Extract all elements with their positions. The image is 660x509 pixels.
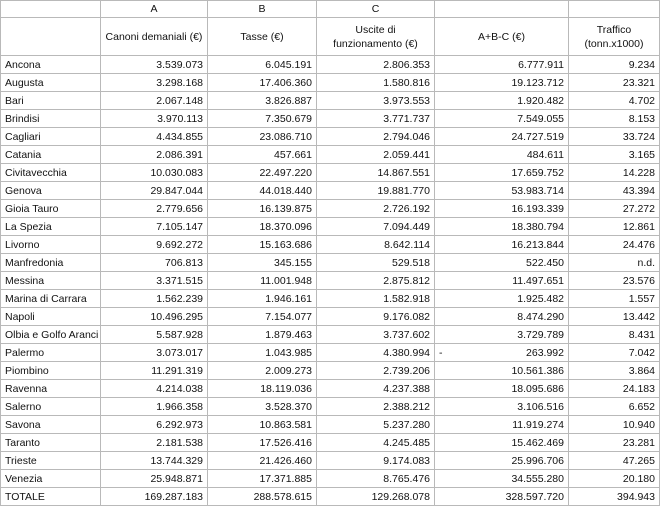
traffico-cell: 24.476 — [569, 236, 660, 254]
uscite-cell: 14.867.551 — [317, 164, 435, 182]
traffico-cell: 10.940 — [569, 416, 660, 434]
table-row — [1, 380, 660, 398]
tasse-cell: 457.661 — [208, 146, 317, 164]
table-row — [1, 254, 660, 272]
abc-cell: 18.095.686 — [435, 380, 569, 398]
traffico-cell: 43.394 — [569, 182, 660, 200]
tasse-cell: 22.497.220 — [208, 164, 317, 182]
column-letter-b: B — [208, 1, 317, 18]
tasse-cell: 7.154.077 — [208, 308, 317, 326]
tasse-cell: 11.001.948 — [208, 272, 317, 290]
table-row — [1, 200, 660, 218]
tasse-cell: 1.879.463 — [208, 326, 317, 344]
abc-cell — [435, 344, 569, 362]
traffico-cell: 7.042 — [569, 344, 660, 362]
canoni-cell: 29.847.044 — [101, 182, 208, 200]
traffico-cell: 1.557 — [569, 290, 660, 308]
table-row — [1, 434, 660, 452]
column-letter-a: A — [101, 1, 208, 18]
column-letter-c: C — [317, 1, 435, 18]
canoni-cell: 3.539.073 — [101, 56, 208, 74]
traffico-cell: 6.652 — [569, 398, 660, 416]
header-tasse: Tasse (€) — [208, 18, 317, 56]
abc-cell: 1.925.482 — [435, 290, 569, 308]
abc-cell: 17.659.752 — [435, 164, 569, 182]
abc-cell: 16.193.339 — [435, 200, 569, 218]
canoni-cell: 6.292.973 — [101, 416, 208, 434]
abc-cell: 15.462.469 — [435, 434, 569, 452]
traffico-cell: 8.431 — [569, 326, 660, 344]
port-name-cell: Savona — [1, 416, 101, 434]
table-row — [1, 128, 660, 146]
abc-cell: 19.123.712 — [435, 74, 569, 92]
canoni-cell: 3.371.515 — [101, 272, 208, 290]
table-row — [1, 146, 660, 164]
traffico-cell: 394.943 — [569, 488, 660, 506]
table-row — [1, 272, 660, 290]
uscite-cell: 129.268.078 — [317, 488, 435, 506]
abc-cell: 18.380.794 — [435, 218, 569, 236]
abc-cell: 1.920.482 — [435, 92, 569, 110]
traffico-cell: 23.281 — [569, 434, 660, 452]
tasse-cell: 21.426.460 — [208, 452, 317, 470]
traffico-cell: 3.165 — [569, 146, 660, 164]
port-name-cell: Cagliari — [1, 128, 101, 146]
traffico-cell: 12.861 — [569, 218, 660, 236]
traffico-cell: 23.321 — [569, 74, 660, 92]
port-name-cell: Palermo — [1, 344, 101, 362]
table-row — [1, 290, 660, 308]
traffico-cell: 13.442 — [569, 308, 660, 326]
table-row — [1, 182, 660, 200]
minus-sign: - — [439, 346, 443, 359]
abc-cell: 328.597.720 — [435, 488, 569, 506]
abc-cell: 484.611 — [435, 146, 569, 164]
tasse-cell: 1.946.161 — [208, 290, 317, 308]
uscite-cell: 4.245.485 — [317, 434, 435, 452]
port-name-cell: Messina — [1, 272, 101, 290]
traffico-cell: 27.272 — [569, 200, 660, 218]
canoni-cell: 10.030.083 — [101, 164, 208, 182]
traffico-cell: 8.153 — [569, 110, 660, 128]
table-row — [1, 218, 660, 236]
canoni-cell: 25.948.871 — [101, 470, 208, 488]
port-name-cell: Augusta — [1, 74, 101, 92]
tasse-cell: 23.086.710 — [208, 128, 317, 146]
tasse-cell: 44.018.440 — [208, 182, 317, 200]
tasse-cell: 2.009.273 — [208, 362, 317, 380]
tasse-cell: 17.406.360 — [208, 74, 317, 92]
table-row — [1, 164, 660, 182]
canoni-cell: 169.287.183 — [101, 488, 208, 506]
tasse-cell: 17.371.885 — [208, 470, 317, 488]
uscite-cell: 1.580.816 — [317, 74, 435, 92]
port-header-cell — [1, 18, 101, 56]
uscite-cell: 9.174.083 — [317, 452, 435, 470]
port-name-cell: Catania — [1, 146, 101, 164]
table-row — [1, 344, 660, 362]
tasse-cell: 18.119.036 — [208, 380, 317, 398]
port-name-cell: Civitavecchia — [1, 164, 101, 182]
port-name-cell: Ancona — [1, 56, 101, 74]
uscite-cell: 529.518 — [317, 254, 435, 272]
uscite-cell: 5.237.280 — [317, 416, 435, 434]
abc-cell: 3.729.789 — [435, 326, 569, 344]
tasse-cell: 17.526.416 — [208, 434, 317, 452]
total-row — [1, 488, 660, 506]
canoni-cell: 1.966.358 — [101, 398, 208, 416]
abc-cell: 8.474.290 — [435, 308, 569, 326]
traffico-cell: 4.702 — [569, 92, 660, 110]
tasse-cell: 18.370.096 — [208, 218, 317, 236]
abc-signed-value — [439, 345, 564, 361]
abc-cell: 11.919.274 — [435, 416, 569, 434]
tasse-cell: 6.045.191 — [208, 56, 317, 74]
uscite-cell: 8.642.114 — [317, 236, 435, 254]
uscite-cell: 4.380.994 — [317, 344, 435, 362]
uscite-cell: 2.739.206 — [317, 362, 435, 380]
table-row — [1, 362, 660, 380]
uscite-cell: 3.973.553 — [317, 92, 435, 110]
tasse-cell: 3.528.370 — [208, 398, 317, 416]
uscite-cell: 2.806.353 — [317, 56, 435, 74]
uscite-cell: 2.794.046 — [317, 128, 435, 146]
uscite-cell: 2.059.441 — [317, 146, 435, 164]
traffico-cell: 3.864 — [569, 362, 660, 380]
traffico-cell: 23.576 — [569, 272, 660, 290]
canoni-cell: 13.744.329 — [101, 452, 208, 470]
canoni-cell: 1.562.239 — [101, 290, 208, 308]
column-header-row — [1, 18, 660, 56]
corner-cell — [1, 1, 101, 18]
uscite-cell: 1.582.918 — [317, 290, 435, 308]
abc-cell: 3.106.516 — [435, 398, 569, 416]
tasse-cell: 288.578.615 — [208, 488, 317, 506]
table-row — [1, 308, 660, 326]
abc-cell: 34.555.280 — [435, 470, 569, 488]
uscite-cell: 9.176.082 — [317, 308, 435, 326]
canoni-cell: 3.970.113 — [101, 110, 208, 128]
abc-value: 263.992 — [526, 346, 564, 359]
table-row — [1, 92, 660, 110]
tasse-cell: 3.826.887 — [208, 92, 317, 110]
uscite-cell: 3.737.602 — [317, 326, 435, 344]
canoni-cell: 11.291.319 — [101, 362, 208, 380]
column-letter-blank-traffic — [569, 1, 660, 18]
tasse-cell: 7.350.679 — [208, 110, 317, 128]
canoni-cell: 3.298.168 — [101, 74, 208, 92]
header-uscite: Uscite di funzionamento (€) — [317, 18, 435, 56]
table-row — [1, 452, 660, 470]
abc-cell: 53.983.714 — [435, 182, 569, 200]
port-name-cell: Ravenna — [1, 380, 101, 398]
traffico-cell: 9.234 — [569, 56, 660, 74]
tasse-cell: 16.139.875 — [208, 200, 317, 218]
port-name-cell: Olbia e Golfo Aranci — [1, 326, 101, 344]
table-row — [1, 470, 660, 488]
port-name-cell: Manfredonia — [1, 254, 101, 272]
table-body — [1, 56, 660, 506]
uscite-cell: 7.094.449 — [317, 218, 435, 236]
uscite-cell: 2.875.812 — [317, 272, 435, 290]
canoni-cell: 706.813 — [101, 254, 208, 272]
port-name-cell: Trieste — [1, 452, 101, 470]
canoni-cell: 4.214.038 — [101, 380, 208, 398]
canoni-cell: 2.086.391 — [101, 146, 208, 164]
abc-cell: 25.996.706 — [435, 452, 569, 470]
uscite-cell: 2.388.212 — [317, 398, 435, 416]
canoni-cell: 2.181.538 — [101, 434, 208, 452]
traffico-cell: 47.265 — [569, 452, 660, 470]
port-name-cell: Bari — [1, 92, 101, 110]
abc-cell: 24.727.519 — [435, 128, 569, 146]
uscite-cell: 4.237.388 — [317, 380, 435, 398]
canoni-cell: 2.067.148 — [101, 92, 208, 110]
port-name-cell: TOTALE — [1, 488, 101, 506]
port-name-cell: Salerno — [1, 398, 101, 416]
column-letter-blank-abc — [435, 1, 569, 18]
uscite-cell: 3.771.737 — [317, 110, 435, 128]
canoni-cell: 7.105.147 — [101, 218, 208, 236]
canoni-cell: 10.496.295 — [101, 308, 208, 326]
canoni-cell: 3.073.017 — [101, 344, 208, 362]
table-row — [1, 326, 660, 344]
uscite-cell: 8.765.476 — [317, 470, 435, 488]
header-canoni: Canoni demaniali (€) — [101, 18, 208, 56]
tasse-cell: 10.863.581 — [208, 416, 317, 434]
table-row — [1, 416, 660, 434]
tasse-cell: 345.155 — [208, 254, 317, 272]
traffico-cell: n.d. — [569, 254, 660, 272]
traffico-cell: 20.180 — [569, 470, 660, 488]
traffico-cell: 24.183 — [569, 380, 660, 398]
port-name-cell: La Spezia — [1, 218, 101, 236]
port-name-cell: Marina di Carrara — [1, 290, 101, 308]
traffico-cell: 33.724 — [569, 128, 660, 146]
column-letter-row — [1, 1, 660, 18]
uscite-cell: 19.881.770 — [317, 182, 435, 200]
header-abc: A+B-C (€) — [435, 18, 569, 56]
port-name-cell: Piombino — [1, 362, 101, 380]
port-name-cell: Taranto — [1, 434, 101, 452]
port-name-cell: Livorno — [1, 236, 101, 254]
table-row — [1, 56, 660, 74]
table-row — [1, 236, 660, 254]
port-name-cell: Brindisi — [1, 110, 101, 128]
table-row — [1, 398, 660, 416]
port-name-cell: Venezia — [1, 470, 101, 488]
table-row — [1, 110, 660, 128]
canoni-cell: 9.692.272 — [101, 236, 208, 254]
abc-cell: 522.450 — [435, 254, 569, 272]
port-name-cell: Napoli — [1, 308, 101, 326]
abc-cell: 7.549.055 — [435, 110, 569, 128]
tasse-cell: 15.163.686 — [208, 236, 317, 254]
traffico-cell: 14.228 — [569, 164, 660, 182]
port-name-cell: Gioia Tauro — [1, 200, 101, 218]
uscite-cell: 2.726.192 — [317, 200, 435, 218]
abc-cell: 10.561.386 — [435, 362, 569, 380]
abc-cell: 11.497.651 — [435, 272, 569, 290]
canoni-cell: 5.587.928 — [101, 326, 208, 344]
table-row — [1, 74, 660, 92]
tasse-cell: 1.043.985 — [208, 344, 317, 362]
abc-cell: 6.777.911 — [435, 56, 569, 74]
abc-cell: 16.213.844 — [435, 236, 569, 254]
header-traffico: Traffico (tonn.x1000) — [569, 18, 660, 56]
port-name-cell: Genova — [1, 182, 101, 200]
canoni-cell: 4.434.855 — [101, 128, 208, 146]
canoni-cell: 2.779.656 — [101, 200, 208, 218]
